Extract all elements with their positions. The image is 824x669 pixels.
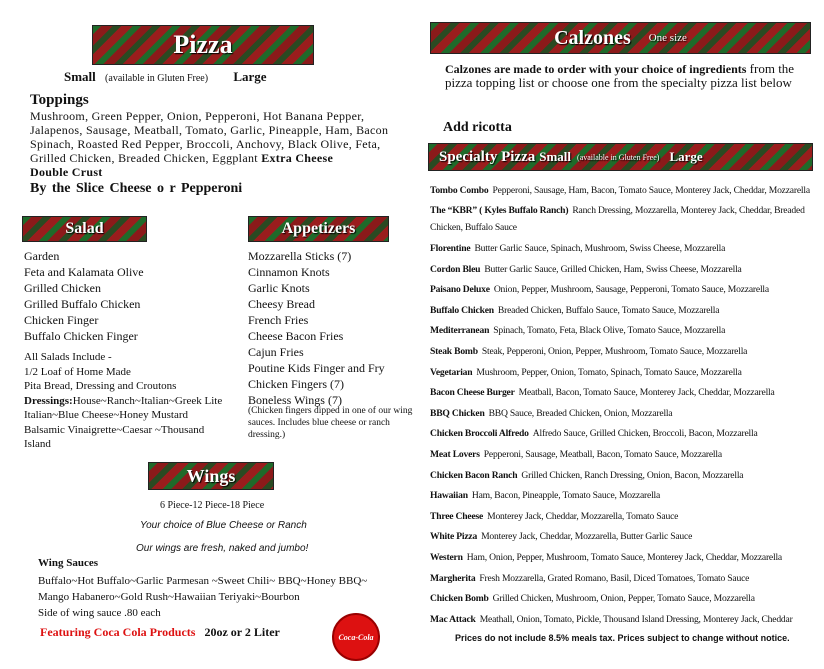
dressings-label: Dressings:	[24, 394, 73, 407]
list-item: French Fries	[248, 313, 309, 327]
specialty-item-name: The “KBR” ( Kyles Buffalo Ranch)	[430, 205, 569, 216]
salad-dressings	[24, 394, 229, 452]
specialty-item-desc: Alfredo Sauce, Grilled Chicken, Broccoli, Bacon, Mozzarella	[532, 428, 758, 440]
featuring-coca-cola: Featuring Coca Cola Products	[40, 625, 196, 639]
wings-choice: Your choice of Blue Cheese or Ranch	[140, 520, 307, 531]
specialty-item-desc: Grilled Chicken, Mushroom, Onion, Pepper, Tomato Sauce, Mozzarella	[492, 593, 755, 605]
calzones-banner	[430, 22, 811, 54]
specialty-item-name: Chicken Bacon Ranch	[430, 469, 518, 481]
coca-cola-line	[40, 625, 280, 640]
specialty-item-name: Cordon Bleu	[430, 263, 481, 275]
list-item	[430, 548, 820, 569]
drink-sizes: 20oz or 2 Liter	[204, 625, 280, 639]
specialty-title: Specialty Pizza	[439, 148, 536, 165]
wings-fresh: Our wings are fresh, naked and jumbo!	[136, 543, 309, 554]
dressings-list: House~Ranch~Italian~Greek Lite Italian~Blue Cheese~Honey Mustard Balsamic Vinaigrette~Caesar ~Thousand Island	[24, 394, 223, 450]
specialty-item-desc: Pepperoni, Sausage, Meatball, Bacon, Tomato Sauce, Mozzarella	[483, 448, 722, 460]
list-item	[430, 280, 820, 301]
specialty-item-name: Western	[430, 551, 463, 563]
appetizers-note: (Chicken fingers dipped in one of our wing sauces. Includes blue cheese or ranch dressing.)	[248, 406, 413, 440]
wing-sauce-side: Side of wing sauce .80 each	[38, 607, 161, 619]
list-item	[430, 239, 820, 260]
salad-notes	[24, 350, 229, 452]
specialty-item-name: Vegetarian	[430, 366, 473, 378]
list-item: Poutine Kids Finger and Fry	[248, 361, 385, 375]
pizza-size-line	[64, 69, 267, 85]
wings-banner	[148, 462, 274, 490]
appetizers-title: Appetizers	[281, 220, 356, 237]
wing-sauces-list: Buffalo~Hot Buffalo~Garlic Parmesan ~Sweet Chili~ BBQ~Honey BBQ~ Mango Habanero~Gold Rush~Hawaiian Teriyaki~Bourbon	[38, 575, 368, 603]
specialty-item-name: Bacon Cheese Burger	[430, 387, 515, 399]
pizza-title: Pizza	[173, 30, 233, 59]
salad-title: Salad	[65, 220, 104, 237]
specialty-item-desc: Monterey Jack, Cheddar, Mozzarella, Butter Garlic Sauce	[481, 531, 693, 543]
specialty-item-desc: Pepperoni, Sausage, Ham, Bacon, Tomato Sauce, Monterey Jack, Cheddar, Mozzarella	[492, 185, 810, 196]
specialty-item-name: Chicken Bomb	[430, 593, 489, 605]
specialty-item-name: Tombo Combo	[430, 185, 489, 196]
double-crust: Double Crust	[30, 165, 103, 179]
specialty-item-desc: Monterey Jack, Cheddar, Mozzarella, Tomato Sauce	[487, 510, 679, 522]
specialty-list	[430, 182, 820, 630]
appetizers-list	[248, 248, 428, 408]
specialty-item-name: Steak Bomb	[430, 345, 478, 357]
list-item: Buffalo Chicken Finger	[24, 329, 138, 343]
list-item: Cajun Fries	[248, 345, 304, 359]
by-the-slice: By the Slice Cheese o r Pepperoni	[30, 181, 243, 196]
specialty-item-name: Mac Attack	[430, 613, 476, 625]
specialty-item-name: Florentine	[430, 243, 471, 254]
appetizers-banner	[248, 216, 389, 242]
coca-cola-logo-text: Coca-Cola	[338, 632, 374, 642]
specialty-small: Small	[539, 149, 572, 164]
specialty-item-name: Paisano Deluxe	[430, 284, 490, 296]
specialty-item-name: Mediterranean	[430, 325, 490, 337]
list-item	[430, 321, 820, 342]
calzones-description	[445, 62, 815, 90]
wings-sizes: 6 Piece-12 Piece-18 Piece	[160, 500, 265, 511]
prices-note: Prices do not include 8.5% meals tax. Prices subject to change without notice.	[455, 633, 790, 643]
specialty-item-desc: Ham, Onion, Pepper, Mushroom, Tomato Sauce, Monterey Jack, Cheddar, Mozzarella	[466, 551, 782, 563]
list-item	[430, 404, 820, 425]
coca-cola-logo	[332, 613, 380, 661]
pizza-small: Small	[64, 69, 96, 84]
specialty-item-desc: Meathall, Onion, Tomato, Pickle, Thousand Island Dressing, Monterey Jack, Cheddar	[479, 613, 793, 625]
wing-sauces-title: Wing Sauces	[38, 557, 99, 569]
list-item	[430, 527, 820, 548]
list-item	[430, 182, 820, 199]
salad-list	[24, 248, 144, 344]
specialty-item-name: White Pizza	[430, 531, 478, 543]
list-item	[430, 383, 820, 404]
specialty-item-desc: Ranch Dressing, Mozzarella, Monterey Jack, Cheddar, Breaded Chicken, Buffalo Sauce	[430, 205, 805, 233]
list-item	[430, 342, 820, 363]
list-item	[430, 363, 820, 384]
specialty-item-name: Hawaiian	[430, 490, 468, 502]
list-item: Chicken Fingers (7)	[248, 377, 344, 391]
list-item: Boneless Wings (7)	[248, 393, 342, 407]
list-item: Garden	[24, 249, 60, 263]
specialty-item-name: Buffalo Chicken	[430, 304, 494, 316]
specialty-item-name: Meat Lovers	[430, 448, 480, 460]
list-item	[430, 589, 820, 610]
specialty-item-desc: BBQ Sauce, Breaded Chicken, Onion, Mozzarella	[488, 407, 673, 419]
specialty-gluten-free: (available in Gluten Free)	[577, 152, 660, 162]
list-item	[430, 445, 820, 466]
list-item	[430, 610, 820, 631]
specialty-item-name: Chicken Broccoli Alfredo	[430, 428, 529, 440]
list-item: Grilled Buffalo Chicken	[24, 297, 141, 311]
calzones-desc-rest: from the pizza topping list or choose one from the specialty pizza list below	[445, 61, 795, 90]
salad-include-3: Pita Bread, Dressing and Croutons	[24, 380, 177, 392]
pizza-gluten-free: (available in Gluten Free)	[105, 73, 209, 84]
specialty-item-name: Three Cheese	[430, 510, 484, 522]
salad-banner	[22, 216, 147, 242]
toppings-list: Mushroom, Green Pepper, Onion, Pepperoni, Hot Banana Pepper, Jalapenos, Sausage, Meatball, Tomato, Garlic, Pineapple, Ham, Bacon Spinach, Roasted Red Pepper, Broccoli, Anchovy, Black Olive, Feta, Grilled Chicken, Breaded Chicken, Eggplant	[30, 109, 389, 165]
list-item: Garlic Knots	[248, 281, 310, 295]
list-item	[430, 569, 820, 590]
list-item	[430, 486, 820, 507]
specialty-item-name: BBQ Chicken	[430, 407, 485, 419]
wing-sauces	[38, 573, 378, 621]
list-item: Chicken Finger	[24, 313, 99, 327]
extra-cheese: Extra Cheese	[261, 151, 334, 165]
add-ricotta: Add ricotta	[443, 120, 512, 135]
toppings-title: Toppings	[30, 92, 89, 108]
list-item	[430, 507, 820, 528]
list-item: Grilled Chicken	[24, 281, 101, 295]
specialty-banner	[428, 143, 813, 171]
list-item	[430, 424, 820, 445]
specialty-item-desc: Mushroom, Pepper, Onion, Tomato, Spinach, Tomato Sauce, Mozzarella	[476, 366, 742, 378]
list-item: Mozzarella Sticks (7)	[248, 249, 352, 263]
wings-title: Wings	[186, 465, 236, 486]
pizza-large: Large	[233, 69, 267, 84]
specialty-item-desc: Steak, Pepperoni, Onion, Pepper, Mushroom, Tomato Sauce, Mozzarella	[481, 345, 748, 357]
pizza-banner	[92, 25, 314, 65]
list-item	[430, 301, 820, 322]
specialty-item-desc: Breaded Chicken, Buffalo Sauce, Tomato Sauce, Mozzarella	[497, 304, 720, 316]
list-item: Feta and Kalamata Olive	[24, 265, 144, 279]
toppings-text	[30, 109, 395, 179]
calzones-title: Calzones	[554, 26, 631, 49]
specialty-item-desc: Meatball, Bacon, Tomato Sauce, Monterey Jack, Cheddar, Mozzarella	[518, 387, 775, 399]
calzones-one-size: One size	[648, 32, 687, 44]
specialty-large: Large	[669, 149, 703, 164]
list-item: Cheese Bacon Fries	[248, 329, 344, 343]
list-item	[430, 202, 820, 236]
specialty-item-desc: Ham, Bacon, Pineapple, Tomato Sauce, Mozzarella	[471, 490, 661, 502]
specialty-item-desc: Butter Garlic Sauce, Spinach, Mushroom, Swiss Cheese, Mozzarella	[474, 243, 726, 254]
list-item	[430, 260, 820, 281]
calzones-desc-bold: Calzones are made to order with your choice of ingredients	[445, 62, 747, 76]
list-item: Cheesy Bread	[248, 297, 315, 311]
specialty-item-desc: Grilled Chicken, Ranch Dressing, Onion, Bacon, Mozzarella	[521, 469, 744, 481]
specialty-item-desc: Fresh Mozzarella, Grated Romano, Basil, Diced Tomatoes, Tomato Sauce	[479, 572, 750, 584]
specialty-item-desc: Butter Garlic Sauce, Grilled Chicken, Ham, Swiss Cheese, Mozzarella	[484, 263, 742, 275]
specialty-item-name: Margherita	[430, 572, 476, 584]
list-item	[430, 466, 820, 487]
specialty-item-desc: Spinach, Tomato, Feta, Black Olive, Tomato Sauce, Mozzarella	[493, 325, 726, 337]
salad-include-1: All Salads Include -	[24, 351, 112, 363]
list-item: Cinnamon Knots	[248, 265, 330, 279]
specialty-item-desc: Onion, Pepper, Mushroom, Sausage, Pepperoni, Tomato Sauce, Mozzarella	[493, 284, 769, 296]
salad-include-2: 1/2 Loaf of Home Made	[24, 365, 131, 378]
